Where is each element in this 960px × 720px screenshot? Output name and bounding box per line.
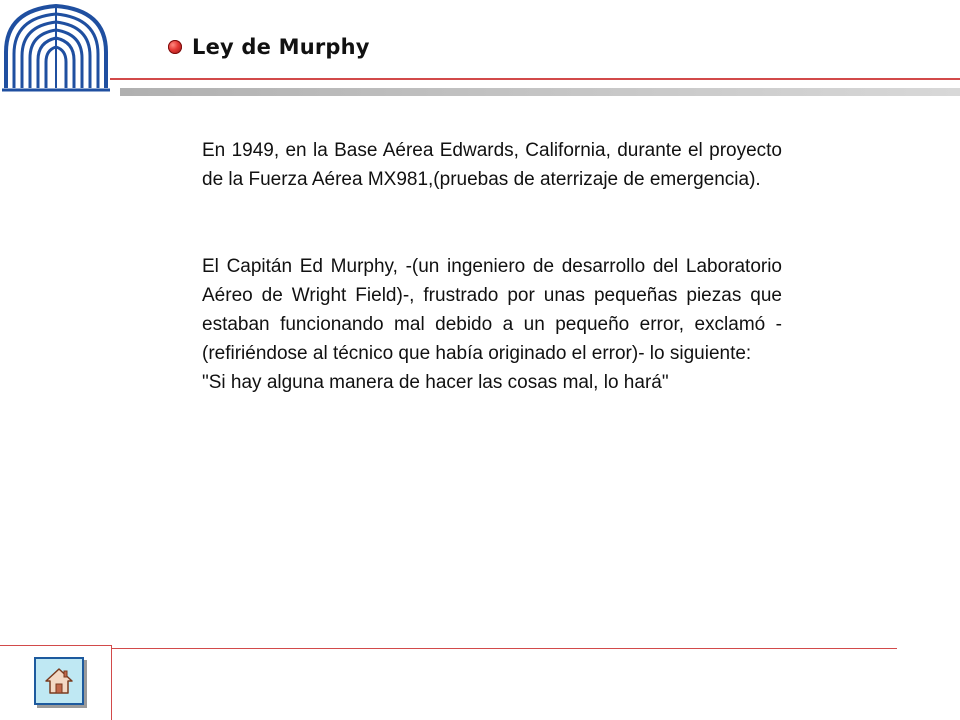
header-shadow-bar <box>120 88 960 96</box>
home-button[interactable] <box>34 657 84 705</box>
red-bullet-icon <box>168 40 182 54</box>
home-icon <box>44 667 74 695</box>
paragraph-murphy: El Capitán Ed Murphy, -(un ingeniero de desarrollo del Laboratorio Aéreo de Wright Field)-, frustrado por unas pequeñas piezas que estaban funcionando mal debido a un pequeño error, exclamó -(refiriéndose al técnico que había originado el error)- lo siguiente: <box>202 256 782 364</box>
header-divider <box>110 78 960 80</box>
paragraph-history: En 1949, en la Base Aérea Edwards, California, durante el proyecto de la Fuerza Aérea MX981,(pruebas de aterrizaje de emergencia). <box>202 140 782 190</box>
university-logo-icon <box>0 0 112 96</box>
title-row <box>168 30 370 64</box>
murphy-quote: "Si hay alguna manera de hacer las cosas mal, lo hará" <box>202 372 669 393</box>
page-title: Ley de Murphy <box>192 35 370 59</box>
footer-divider <box>112 648 897 649</box>
content-block <box>202 136 782 397</box>
